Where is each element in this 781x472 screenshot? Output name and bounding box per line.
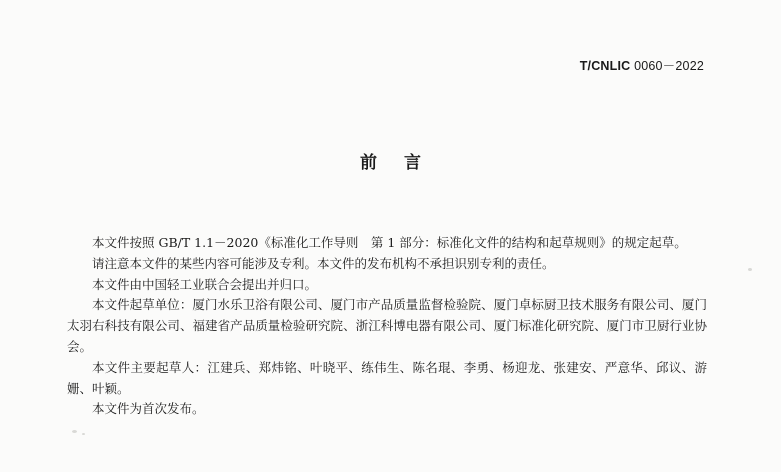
paragraph-drafters: 本文件主要起草人：江建兵、郑炜铭、叶晓平、练伟生、陈名琨、李勇、杨迎龙、张建安、严意华、邱议、游姗、叶颖。 [67,359,707,396]
scan-speck [72,430,77,433]
section-title-foreword: 前言 [360,153,448,173]
scan-speck [82,433,85,435]
scan-speck [748,268,752,271]
paragraph-patent-notice: 请注意本文件的某些内容可能涉及专利。本文件的发布机构不承担识别专利的责任。 [92,255,555,271]
standard-code-number: 0060－2022 [634,59,704,73]
foreword-body [67,233,707,420]
paragraph-drafting-units: 本文件起草单位：厦门水乐卫浴有限公司、厦门市产品质量监督检验院、厦门卓标厨卫技术服务有限公司、厦门太羽右科技有限公司、福建省产品质量检验研究院、浙江科博电器有限公司、厦门标准化研究院、厦门市卫厨行业协会。 [67,297,707,354]
paragraph-first-release: 本文件为首次发布。 [92,401,205,417]
paragraph-drafting-rules: 本文件按照 GB/T 1.1－2020《标准化工作导则 第 1 部分：标准化文件的结构和起草规则》的规定起草。 [92,235,687,250]
standard-code [580,56,704,74]
paragraph-proposer: 本文件由中国轻工业联合会提出并归口。 [92,276,318,292]
standard-code-prefix: T/CNLIC [579,59,631,73]
